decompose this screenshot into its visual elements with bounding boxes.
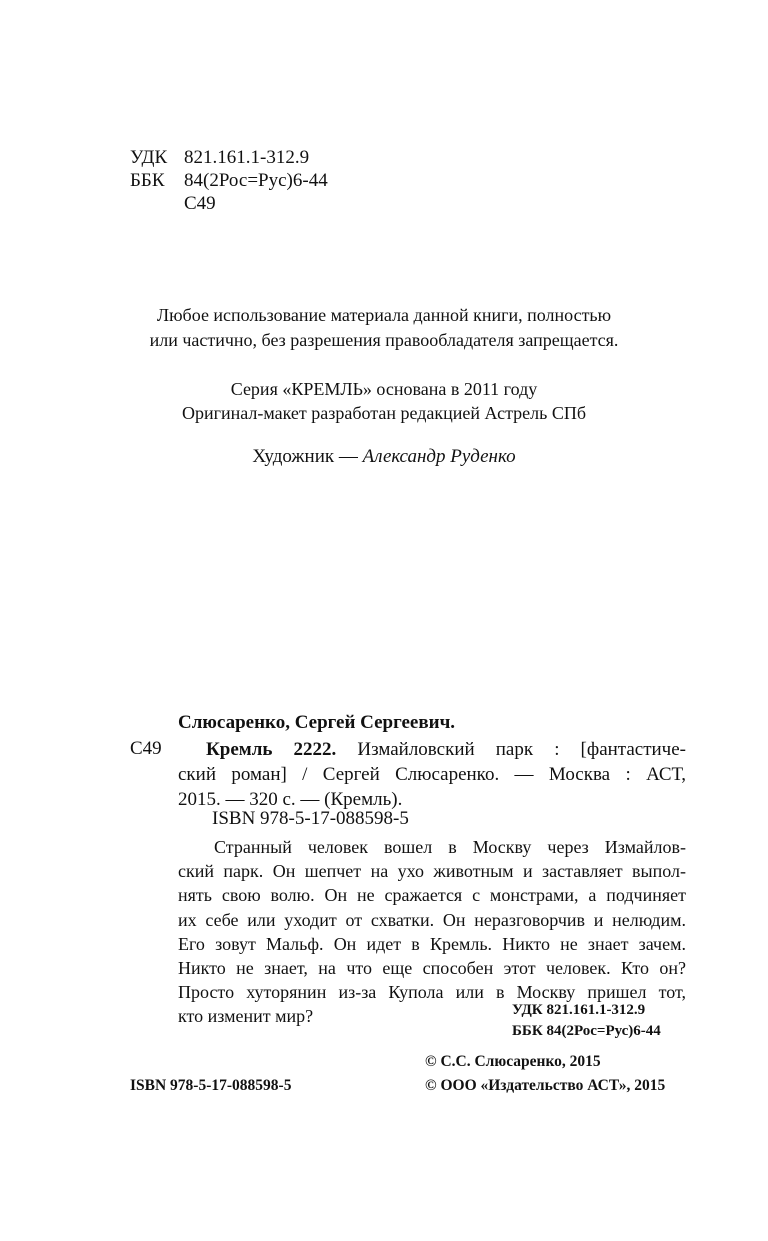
bbk-row: [130, 169, 328, 193]
bib-line-1: [178, 737, 686, 762]
annotation-line: Просто хуторянин из-за Купола или в Москву пришел тот,: [178, 982, 686, 1003]
bib-author: Слюсаренко, Сергей Сергеевич.: [178, 712, 456, 733]
artist-name: Александр Руденко: [362, 446, 516, 467]
bib-line-3: 2015. — 320 с. — (Кремль).: [178, 789, 403, 810]
annotation-line: их себе или уходит от схватки. Он неразговорчив и нелюдим.: [178, 909, 686, 930]
bib-title: Кремль 2222.: [206, 739, 337, 760]
copyright-author: © С.С. Слюсаренко, 2015: [425, 1053, 601, 1070]
footer-isbn: ISBN 978-5-17-088598-5: [130, 1077, 292, 1094]
author-sign: [184, 192, 216, 216]
series-line-2: Оригинал-макет разработан редакцией Астрель СПб: [181, 403, 587, 423]
bbk-label: ББК: [130, 170, 165, 191]
artist-credit: [0, 445, 768, 469]
udk-value: 821.161.1-312.9: [184, 147, 310, 168]
bib-line-1-rest: Измайловский парк : [фантастиче-: [336, 739, 686, 760]
author-sign-text: С49: [184, 193, 216, 214]
annotation-line: Его зовут Мальф. Он идет в Кремль. Никто не знает зачем.: [178, 933, 686, 954]
udk-label: УДК: [130, 147, 168, 168]
bbk-value: 84(2Рос=Рус)6-44: [184, 170, 328, 191]
copyright-publisher: © ООО «Издательство АСТ», 2015: [425, 1077, 666, 1094]
annotation-line: нять свою волю. Он не сражается с монстрами, а подчиняет: [178, 885, 686, 906]
series-line-1: Серия «КРЕМЛЬ» основана в 2011 году: [230, 379, 538, 399]
footer-bbk: ББК 84(2Рос=Рус)6-44: [512, 1023, 661, 1039]
annotation-line: Никто не знает, на что еще способен этот человек. Кто он?: [178, 958, 686, 979]
udk-row: [130, 146, 309, 170]
rights-notice-line-2: или частично, без разрешения правообладателя запрещается.: [149, 330, 619, 350]
annotation-line: Странный человек вошел в Москву через Измайлов-: [214, 837, 686, 857]
bib-catalog-sign: С49: [130, 738, 162, 759]
footer-codes: [512, 1000, 661, 1042]
bib-line-2: ский роман] / Сергей Слюсаренко. — Москва : АСТ,: [178, 764, 686, 785]
artist-label: Художник —: [252, 446, 363, 467]
footer-udk: УДК 821.161.1-312.9: [512, 1002, 646, 1018]
rights-notice-line-1: Любое использование материала данной книги, полностью: [156, 305, 612, 325]
annotation-line: кто изменит мир?: [178, 1006, 314, 1027]
annotation-line: ский парк. Он шепчет на ухо животным и заставляет выпол-: [178, 861, 686, 882]
bib-description: [178, 737, 686, 812]
bib-isbn: ISBN 978-5-17-088598-5: [212, 808, 409, 829]
